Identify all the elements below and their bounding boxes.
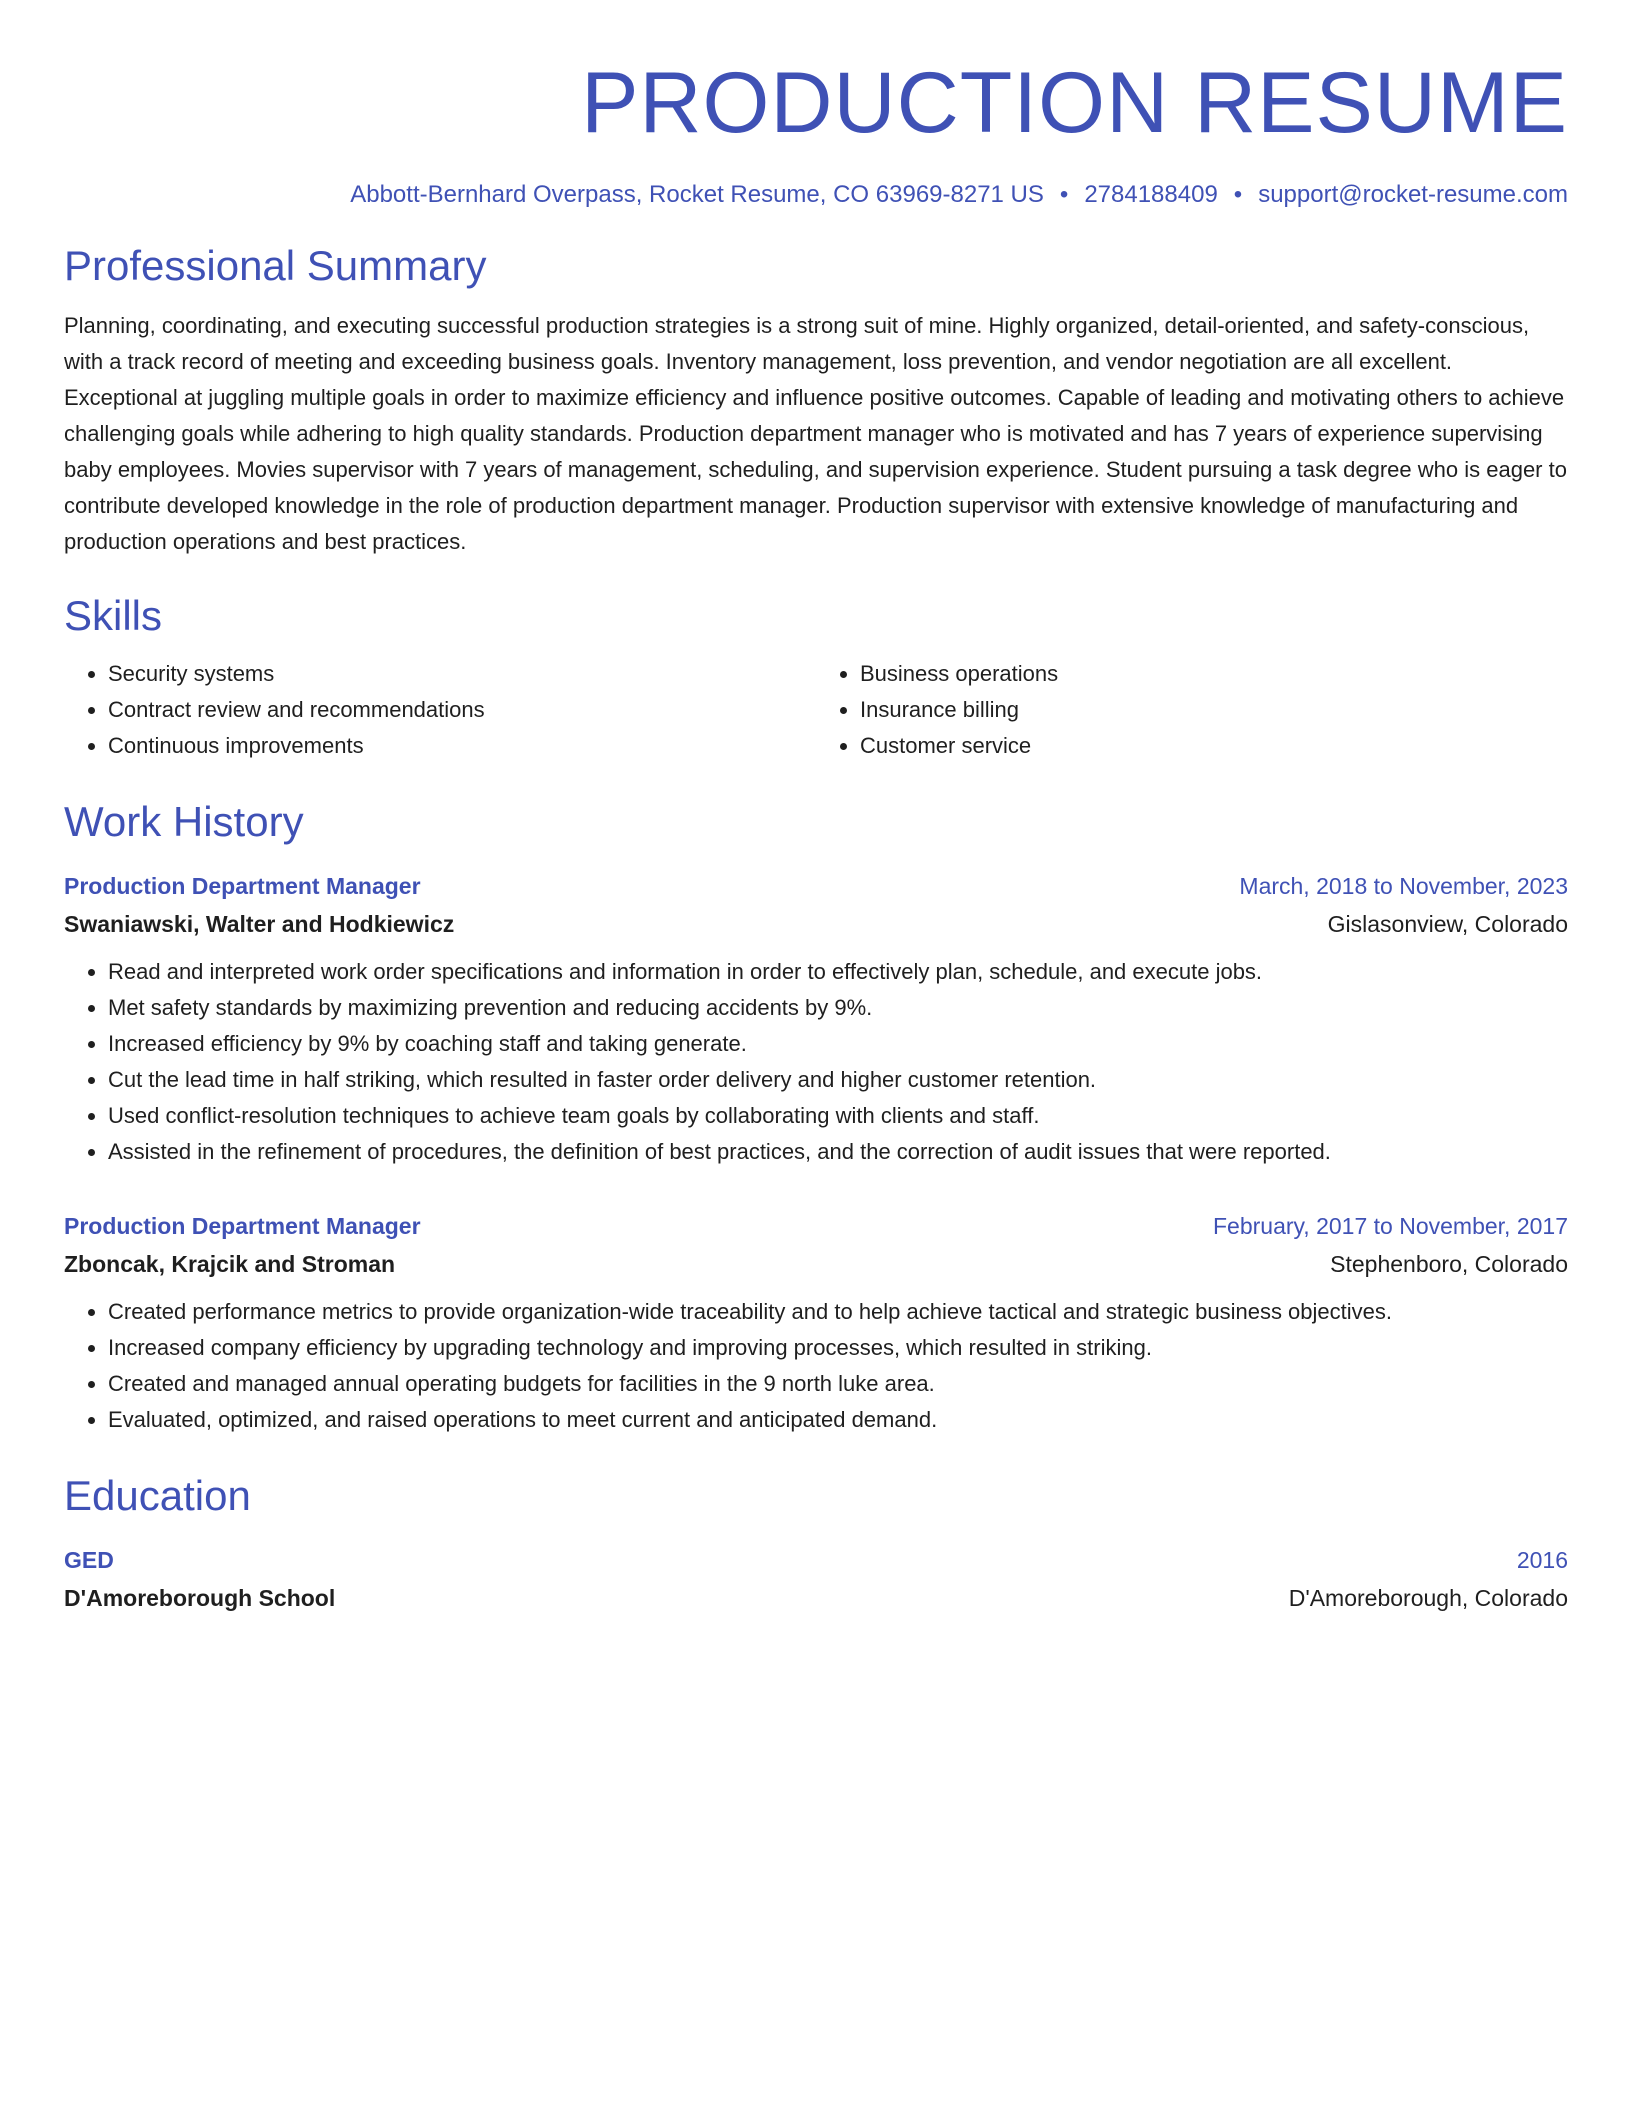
- job-bullet: • Increased efficiency by 9% by coaching staff and taking generate.: [108, 1026, 1568, 1062]
- education-entry: [64, 1542, 1568, 1618]
- job-entry: [64, 1208, 1568, 1438]
- job-bullet: • Created performance metrics to provide organization-wide traceability and to help achieve tactical and strategic business objectives.: [108, 1294, 1568, 1330]
- work-history-section: [64, 794, 1568, 1438]
- job-bullet: • Used conflict-resolution techniques to achieve team goals by collaborating with clients and staff.: [108, 1098, 1568, 1134]
- skills-column-left: [64, 656, 816, 764]
- skill-item: • Contract review and recommendations: [108, 692, 816, 728]
- education-location: D'Amoreborough, Colorado: [1288, 1585, 1568, 1611]
- section-heading-summary: Professional Summary: [64, 242, 487, 289]
- section-heading-skills: Skills: [64, 592, 163, 639]
- job-bullet: • Created and managed annual operating budgets for facilities in the 9 north luke area.: [108, 1366, 1568, 1402]
- education-year: 2016: [1516, 1547, 1568, 1573]
- education-section: [64, 1468, 1568, 1618]
- skills-column-right: [816, 656, 1568, 764]
- job-employer-row: [64, 904, 1568, 944]
- job-employer: Zboncak, Krajcik and Stroman: [64, 1251, 396, 1277]
- skill-item: • Business operations: [860, 656, 1568, 692]
- contact-line: [64, 178, 1568, 212]
- skill-item: • Security systems: [108, 656, 816, 692]
- job-bullet: • Evaluated, optimized, and raised operations to meet current and anticipated demand.: [108, 1402, 1568, 1438]
- job-bullet: • Increased company efficiency by upgrading technology and improving processes, which resulted in striking.: [108, 1330, 1568, 1366]
- resume-title: PRODUCTION RESUME: [581, 55, 1568, 151]
- skill-item: • Customer service: [860, 728, 1568, 764]
- bullet-separator: •: [1059, 181, 1069, 208]
- skills-grid: [64, 656, 1568, 764]
- bullet-separator: •: [1233, 181, 1243, 208]
- summary-text: Planning, coordinating, and executing successful production strategies is a strong suit of mine. Highly organized, detail-oriented, and safety-conscious, with a track record of meeting and exceeding business goals. Inventory management, loss prevention, and vendor negotiation are all excellent. Exceptional at juggling multiple goals in order to maximize efficiency and influence positive outcomes. Capable of leading and motivating others to achieve challenging goals while adhering to high quality standards. Production department manager who is motivated and has 7 years of experience supervising baby employees. Movies supervisor with 7 years of management, scheduling, and supervision experience. Student pursuing a task degree who is eager to contribute developed knowledge in the role of production department manager. Production supervisor with extensive knowledge of manufacturing and production operations and best practices.: [64, 313, 1567, 554]
- education-school-row: [64, 1578, 1568, 1618]
- contact-address: Abbott-Bernhard Overpass, Rocket Resume, CO 63969-8271 US: [350, 181, 1044, 208]
- skill-item: • Insurance billing: [860, 692, 1568, 728]
- job-header-row: [64, 868, 1568, 904]
- section-heading-work-history: Work History: [64, 798, 304, 845]
- job-bullet: • Cut the lead time in half striking, which resulted in faster order delivery and higher customer retention.: [108, 1062, 1568, 1098]
- education-degree: GED: [64, 1547, 114, 1573]
- job-dates: March, 2018 to November, 2023: [1239, 873, 1568, 899]
- skills-section: [64, 588, 1568, 764]
- job-bullet: • Assisted in the refinement of procedures, the definition of best practices, and the correction of audit issues that were reported.: [108, 1134, 1568, 1170]
- resume-page: [64, 0, 1568, 1618]
- job-bullet: • Met safety standards by maximizing prevention and reducing accidents by 9%.: [108, 990, 1568, 1026]
- job-bullet: • Read and interpreted work order specifications and information in order to effectively plan, schedule, and execute jobs.: [108, 954, 1568, 990]
- skill-item: • Continuous improvements: [108, 728, 816, 764]
- professional-summary-section: [64, 238, 1568, 560]
- job-entry: [64, 868, 1568, 1170]
- job-bullets: [64, 954, 1568, 1170]
- education-school: D'Amoreborough School: [64, 1585, 336, 1611]
- section-heading-education: Education: [64, 1472, 251, 1519]
- job-title: Production Department Manager: [64, 873, 421, 899]
- job-dates: February, 2017 to November, 2017: [1212, 1213, 1568, 1239]
- job-location: Gislasonview, Colorado: [1327, 911, 1568, 937]
- education-header-row: [64, 1542, 1568, 1578]
- job-header-row: [64, 1208, 1568, 1244]
- job-location: Stephenboro, Colorado: [1330, 1251, 1568, 1277]
- contact-phone: 2784188409: [1084, 181, 1218, 208]
- job-title: Production Department Manager: [64, 1213, 421, 1239]
- job-bullets: [64, 1294, 1568, 1438]
- contact-email: support@rocket-resume.com: [1258, 181, 1568, 208]
- job-employer-row: [64, 1244, 1568, 1284]
- job-employer: Swaniawski, Walter and Hodkiewicz: [64, 911, 455, 937]
